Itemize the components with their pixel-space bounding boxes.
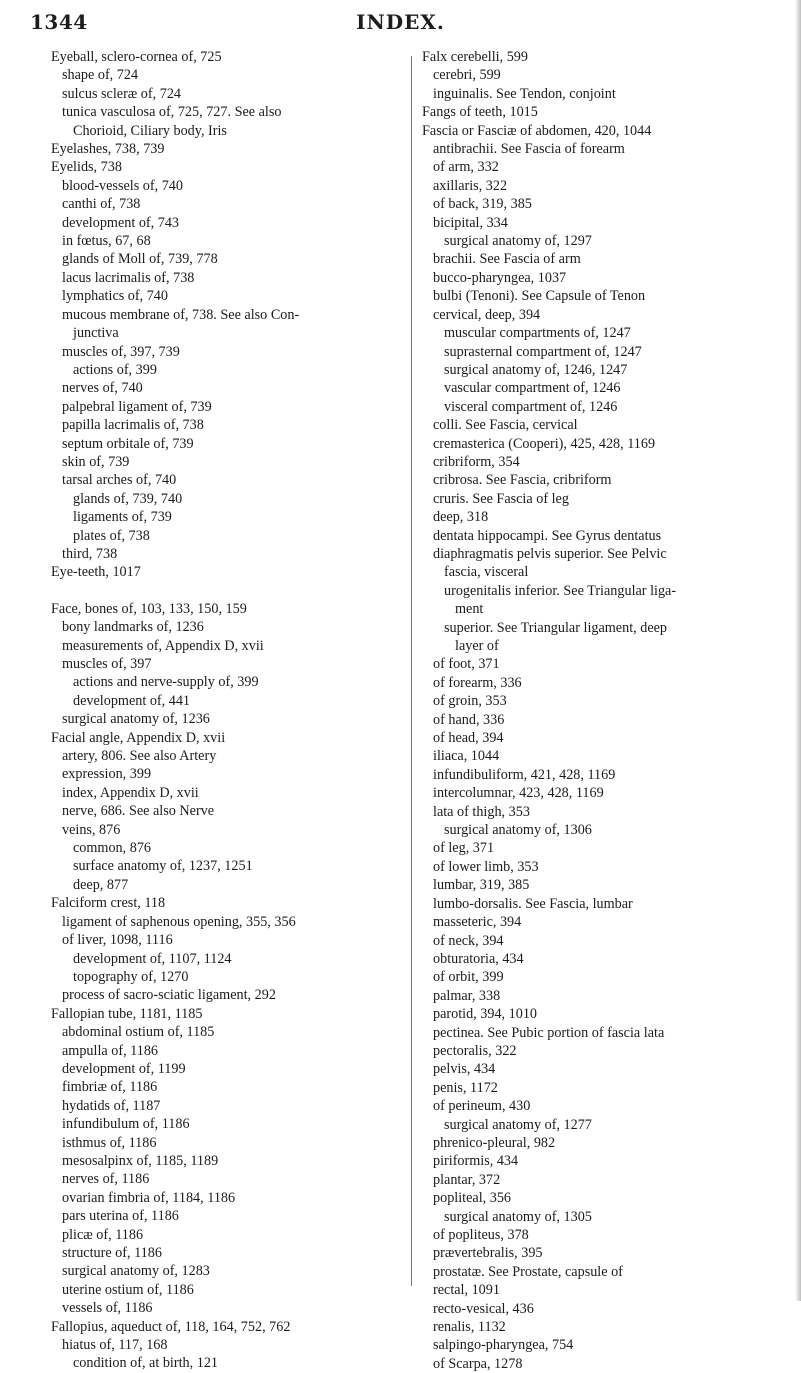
index-entry: muscles of, 397 <box>62 656 152 672</box>
index-entry: structure of, 1186 <box>62 1245 162 1261</box>
index-entry: nerve, 686. See also Nerve <box>62 803 215 820</box>
index-entry: skin of, 739 <box>62 453 130 470</box>
index-entry: piriformis, 434 <box>433 1153 519 1170</box>
index-entry: ligament of saphenous opening, 355, 356 <box>62 913 296 930</box>
index-entry: mesosalpinx of, 1185, 1189 <box>62 1152 219 1169</box>
index-entry: salpingo-pharyngea, 754 <box>433 1337 574 1354</box>
index-entry: cribrosa. See Fascia, cribriform <box>433 472 612 489</box>
page-header <box>0 10 801 40</box>
index-entry: plates of, 738 <box>73 527 150 544</box>
index-entry: surgical anatomy of, 1236 <box>62 711 210 728</box>
index-entry: palmar, 338 <box>433 987 501 1004</box>
index-entry: hydatids of, 1187 <box>62 1097 161 1114</box>
index-entry: ovarian fimbria of, 1184, 1186 <box>62 1189 236 1206</box>
index-entry: cerebri, 599 <box>433 67 501 84</box>
index-entry: Eyeball, sclero-cornea of, 725 <box>51 49 222 65</box>
index-column-left <box>51 48 409 1373</box>
index-entry: Fallopian tube, 1181, 1185 <box>51 1005 203 1022</box>
index-entry: veins, 876 <box>62 821 121 838</box>
index-entry: Face, bones of, 103, 133, 150, 159 <box>51 600 247 617</box>
index-entry: muscles of, 397, 739 <box>62 343 180 360</box>
index-entry: lumbar, 319, 385 <box>433 877 530 894</box>
index-entry: cribriform, 354 <box>433 453 520 470</box>
index-entry: masseteric, 394 <box>433 914 522 931</box>
index-entry: ment <box>455 601 484 618</box>
index-section-gap <box>51 582 409 600</box>
index-entry: of head, 394 <box>433 730 504 747</box>
index-entry: of popliteus, 378 <box>433 1227 529 1243</box>
index-entry: surgical anatomy of, 1305 <box>444 1208 592 1225</box>
index-entry: deep, 318 <box>433 509 489 526</box>
index-entry: palpebral ligament of, 739 <box>62 398 212 415</box>
index-entry: of liver, 1098, 1116 <box>62 932 173 949</box>
index-entry: canthi of, 738 <box>62 196 141 213</box>
index-entry: Fascia or Fasciæ of abdomen, 420, 1044 <box>422 122 652 139</box>
index-entry: of leg, 371 <box>433 840 495 857</box>
index-entry: visceral compartment of, 1246 <box>444 398 618 415</box>
index-entry: cremasterica (Cooperi), 425, 428, 1169 <box>433 435 656 452</box>
index-entry: Fangs of teeth, 1015 <box>422 104 538 121</box>
index-entry: isthmus of, 1186 <box>62 1134 157 1151</box>
index-entry: muscular compartments of, 1247 <box>444 325 631 342</box>
index-entry: cervical, deep, 394 <box>433 306 541 323</box>
index-entry: penis, 1172 <box>433 1079 498 1096</box>
index-entry: artery, 806. See also Artery <box>62 748 217 765</box>
index-entry: lacus lacrimalis of, 738 <box>62 269 195 286</box>
index-entry: colli. See Fascia, cervical <box>433 417 578 434</box>
index-entry: nerves of, 740 <box>62 380 143 397</box>
index-entry: of foot, 371 <box>433 656 500 673</box>
index-entry: development of, 441 <box>73 692 191 709</box>
page-edge-shadow <box>795 0 801 1301</box>
index-entry: Facial angle, Appendix D, xvii <box>51 729 226 746</box>
index-entry: abdominal ostium of, 1185 <box>62 1024 215 1041</box>
index-entry: junctiva <box>73 325 119 342</box>
index-entry: uterine ostium of, 1186 <box>62 1281 194 1298</box>
index-entry: prævertebralis, 395 <box>433 1245 543 1262</box>
index-entry: infundibulum of, 1186 <box>62 1116 190 1133</box>
column-divider <box>411 56 412 1286</box>
index-entry: plicæ of, 1186 <box>62 1226 144 1243</box>
index-entry: glands of Moll of, 739, 778 <box>62 251 218 268</box>
index-entry: pectinea. See Pubic portion of fascia lata <box>433 1024 665 1041</box>
index-entry: surgical anatomy of, 1306 <box>444 822 592 839</box>
index-entry: plantar, 372 <box>433 1171 501 1188</box>
index-entry: in fœtus, 67, 68 <box>62 233 151 250</box>
index-entry: prostatæ. See Prostate, capsule of <box>433 1263 623 1280</box>
index-entry: of arm, 332 <box>433 159 499 176</box>
index-entry: process of sacro-sciatic ligament, 292 <box>62 987 276 1004</box>
index-entry: inguinalis. See Tendon, conjoint <box>433 85 616 102</box>
index-entry: index, Appendix D, xvii <box>62 784 199 801</box>
index-entry: of hand, 336 <box>433 711 505 728</box>
index-entry: urogenitalis inferior. See Triangular liga- <box>444 582 677 599</box>
index-entry: cruris. See Fascia of leg <box>433 490 569 507</box>
index-entry: pars uterina of, 1186 <box>62 1208 179 1225</box>
index-entry: surgical anatomy of, 1246, 1247 <box>444 361 628 378</box>
index-entry: recto-vesical, 436 <box>433 1300 534 1317</box>
index-entry: shape of, 724 <box>62 67 139 84</box>
index-entry: sulcus scleræ of, 724 <box>62 85 182 102</box>
index-entry: measurements of, Appendix D, xvii <box>62 637 264 654</box>
index-entry: intercolumnar, 423, 428, 1169 <box>433 785 604 802</box>
index-entry: Eyelashes, 738, 739 <box>51 141 165 158</box>
index-entry: surgical anatomy of, 1283 <box>62 1263 210 1280</box>
index-entry: suprasternal compartment of, 1247 <box>444 343 642 360</box>
index-entry: antibrachii. See Fascia of forearm <box>433 141 625 158</box>
index-entry: condition of, at birth, 121 <box>73 1355 219 1372</box>
index-entry: glands of, 739, 740 <box>73 490 183 507</box>
index-entry: obturatoria, 434 <box>433 950 524 967</box>
index-entry: Eye-teeth, 1017 <box>51 564 141 581</box>
index-entry: axillaris, 322 <box>433 177 508 194</box>
index-entry: ligaments of, 739 <box>73 509 172 526</box>
index-entry: development of, 1107, 1124 <box>73 950 232 967</box>
index-entry: ampulla of, 1186 <box>62 1042 159 1059</box>
index-entry: bulbi (Tenoni). See Capsule of Tenon <box>433 288 646 305</box>
index-entry: third, 738 <box>62 545 118 562</box>
index-entry: Fallopius, aqueduct of, 118, 164, 752, 762 <box>51 1318 291 1335</box>
index-entry: expression, 399 <box>62 766 152 783</box>
index-column-right <box>422 48 788 1373</box>
index-entry: of lower limb, 353 <box>433 858 539 875</box>
index-entry: of neck, 394 <box>433 932 504 949</box>
index-entry: superior. See Triangular ligament, deep <box>444 619 668 636</box>
index-entry: popliteal, 356 <box>433 1190 512 1207</box>
index-entry: diaphragmatis pelvis superior. See Pelvic <box>433 545 667 562</box>
page-number: 1344 <box>30 10 88 34</box>
index-entry: Eyelids, 738 <box>51 159 122 176</box>
index-entry: renalis, 1132 <box>433 1319 506 1336</box>
index-entry: bony landmarks of, 1236 <box>62 619 204 636</box>
index-entry: papilla lacrimalis of, 738 <box>62 417 204 434</box>
index-entry: of perineum, 430 <box>433 1098 531 1115</box>
index-entry: lumbo-dorsalis. See Fascia, lumbar <box>433 895 633 912</box>
index-entry: pectoralis, 322 <box>433 1042 517 1059</box>
index-entry: septum orbitale of, 739 <box>62 435 194 452</box>
index-entry: development of, 1199 <box>62 1060 186 1077</box>
index-entry: phrenico-pleural, 982 <box>433 1134 556 1151</box>
index-entry: Falx cerebelli, 599 <box>422 49 528 65</box>
index-entry: lata of thigh, 353 <box>433 803 530 820</box>
index-entry: deep, 877 <box>73 876 129 893</box>
index-entry: bicipital, 334 <box>433 214 508 231</box>
index-entry: surgical anatomy of, 1277 <box>444 1116 592 1133</box>
index-entry: tarsal arches of, 740 <box>62 472 177 489</box>
index-entry: nerves of, 1186 <box>62 1171 150 1188</box>
index-entry: vessels of, 1186 <box>62 1300 153 1317</box>
index-entry: of groin, 353 <box>433 693 507 710</box>
index-entry: of back, 319, 385 <box>433 196 532 213</box>
index-entry: surface anatomy of, 1237, 1251 <box>73 858 253 875</box>
index-entry: of forearm, 336 <box>433 674 522 691</box>
index-entry: Chorioid, Ciliary body, Iris <box>73 122 227 139</box>
index-entry: vascular compartment of, 1246 <box>444 380 621 397</box>
index-entry: dentata hippocampi. See Gyrus dentatus <box>433 527 662 544</box>
index-entry: pelvis, 434 <box>433 1061 496 1078</box>
index-entry: infundibuliform, 421, 428, 1169 <box>433 766 616 783</box>
index-entry: actions and nerve-supply of, 399 <box>73 674 259 691</box>
index-entry: common, 876 <box>73 840 152 857</box>
index-entry: tunica vasculosa of, 725, 727. See also <box>62 104 282 121</box>
index-entry: parotid, 394, 1010 <box>433 1006 538 1023</box>
index-entry: mucous membrane of, 738. See also Con- <box>62 306 300 323</box>
index-entry: of orbit, 399 <box>433 969 504 986</box>
page-title: INDEX. <box>356 10 445 34</box>
index-entry: Falciform crest, 118 <box>51 895 166 912</box>
index-entry: surgical anatomy of, 1297 <box>444 233 592 250</box>
index-entry: fascia, visceral <box>444 564 529 581</box>
index-entry: of Scarpa, 1278 <box>433 1355 523 1372</box>
index-entry: blood-vessels of, 740 <box>62 177 183 194</box>
index-entry: iliaca, 1044 <box>433 748 500 765</box>
index-entry: actions of, 399 <box>73 361 157 378</box>
index-entry: bucco-pharyngea, 1037 <box>433 269 567 286</box>
index-entry: topography of, 1270 <box>73 968 189 985</box>
index-entry: fimbriæ of, 1186 <box>62 1079 158 1096</box>
index-entry: hiatus of, 117, 168 <box>62 1337 168 1354</box>
index-entry: rectal, 1091 <box>433 1282 500 1299</box>
index-entry: layer of <box>455 638 499 654</box>
index-entry: lymphatics of, 740 <box>62 288 168 305</box>
index-entry: development of, 743 <box>62 214 180 231</box>
index-entry: brachii. See Fascia of arm <box>433 251 581 268</box>
